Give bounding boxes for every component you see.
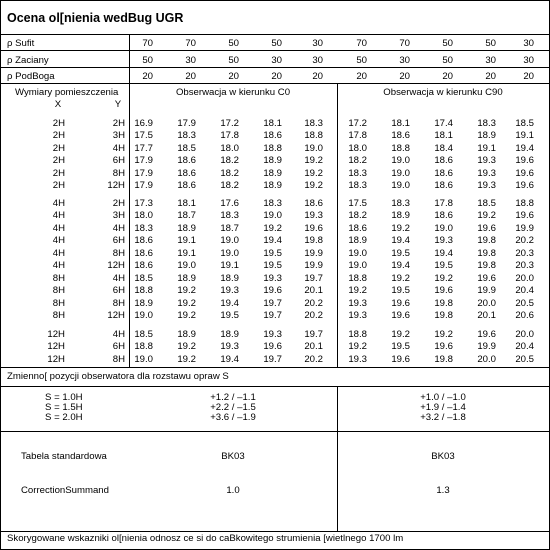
ugr-value-c90: 19.4: [434, 247, 453, 259]
ugr-value-c0: 17.8: [220, 130, 239, 142]
ugr-value-c90: 18.6: [391, 130, 410, 142]
ugr-value-c0: 19.3: [263, 329, 282, 340]
ugr-value-c0: 19.6: [263, 341, 282, 353]
reflectance-value: 50: [485, 38, 496, 49]
ugr-value-c0: 19.4: [220, 353, 239, 365]
ugr-value-c90: 19.6: [477, 329, 496, 340]
ugr-value-c90: 19.4: [391, 235, 410, 247]
ugr-value-c0: 19.2: [304, 155, 323, 167]
ugr-value-c90: 19.8: [434, 310, 453, 322]
row-dim-x: 4H: [52, 210, 65, 222]
reflectance-label: ρ Zaciany: [7, 55, 49, 66]
ugr-value-c90: 19.2: [391, 222, 410, 234]
ugr-value-c0: 18.3: [134, 222, 153, 234]
ugr-value-c0: 18.0: [220, 142, 239, 154]
ugr-value-c0: 19.2: [177, 353, 196, 365]
ugr-value-c0: 18.5: [134, 273, 153, 284]
ugr-value-c90: 17.4: [434, 118, 453, 129]
ugr-value-c90: 18.2: [348, 155, 367, 167]
dims-header-y: Y: [114, 99, 122, 110]
reflectance-value: 30: [399, 55, 410, 66]
ugr-value-c0: 18.6: [134, 247, 153, 259]
ugr-value-c0: 19.6: [304, 222, 323, 234]
ugr-value-c0: 18.5: [177, 142, 196, 154]
ugr-value-c0: 17.9: [177, 118, 196, 129]
ugr-value-c90: 20.0: [515, 329, 534, 340]
ugr-value-c90: 18.0: [348, 142, 367, 154]
dims-header-label: Wymiary pomieszczenia: [15, 87, 119, 98]
ugr-value-c90: 20.4: [515, 285, 534, 297]
ugr-value-c0: 18.9: [177, 222, 196, 234]
ugr-value-c0: 19.3: [220, 341, 239, 353]
horizontal-rule: [1, 83, 549, 84]
ugr-value-c90: 19.5: [434, 260, 453, 271]
ugr-value-c0: 19.5: [263, 247, 282, 259]
ugr-value-c90: 17.8: [434, 198, 453, 209]
ugr-value-c0: 18.6: [177, 180, 196, 191]
ugr-value-c0: 18.9: [220, 273, 239, 284]
ugr-value-c90: 19.0: [391, 180, 410, 191]
reflectance-value: 20: [185, 71, 196, 82]
row-dim-y: 12H: [107, 260, 125, 271]
ugr-value-c0: 19.7: [263, 297, 282, 309]
ugr-value-c0: 19.5: [220, 310, 239, 322]
ugr-value-c0: 19.5: [263, 260, 282, 271]
ugr-value-c90: 19.8: [477, 235, 496, 247]
row-dim-x: 2H: [52, 155, 65, 167]
ugr-value-c90: 18.1: [391, 118, 410, 129]
ugr-value-c90: 18.9: [391, 210, 410, 222]
ugr-value-c90: 19.6: [515, 180, 534, 191]
ugr-value-c0: 18.6: [177, 167, 196, 179]
ugr-value-c90: 19.2: [477, 210, 496, 222]
ugr-value-c0: 18.7: [177, 210, 196, 222]
ugr-value-c90: 20.1: [477, 310, 496, 322]
ugr-value-c0: 19.0: [220, 235, 239, 247]
row-dim-x: 2H: [52, 118, 65, 129]
ugr-value-c0: 17.7: [134, 142, 153, 154]
footer-note: Skorygowane wskazniki ol[nienia odnosz ce si do caBkowitego strumienia [wietlnego 1700 lm: [7, 533, 404, 544]
row-dim-y: 4H: [112, 142, 125, 154]
ugr-value-c90: 19.3: [477, 180, 496, 191]
ugr-value-c0: 18.9: [263, 180, 282, 191]
ugr-value-c0: 18.3: [304, 118, 323, 129]
ugr-value-c90: 18.6: [434, 167, 453, 179]
reflectance-value: 50: [142, 55, 153, 66]
ugr-value-c90: 18.3: [477, 118, 496, 129]
ugr-value-c0: 19.2: [177, 310, 196, 322]
ugr-value-c90: 20.5: [515, 353, 534, 365]
ugr-value-c90: 19.2: [391, 329, 410, 340]
ugr-value-c0: 18.0: [134, 210, 153, 222]
reflectance-value: 20: [523, 71, 534, 82]
variation-c0: +3.6 / –1.9: [210, 412, 256, 423]
row-dim-y: 6H: [112, 285, 125, 297]
ugr-value-c0: 18.6: [134, 260, 153, 271]
ugr-value-c0: 20.2: [304, 310, 323, 322]
horizontal-rule: [1, 431, 549, 432]
ugr-value-c0: 18.1: [263, 118, 282, 129]
ugr-value-c0: 19.7: [304, 273, 323, 284]
row-dim-y: 12H: [107, 180, 125, 191]
ugr-value-c0: 19.3: [304, 210, 323, 222]
ugr-value-c0: 18.2: [220, 155, 239, 167]
ugr-value-c0: 19.7: [263, 353, 282, 365]
ugr-value-c90: 19.8: [477, 247, 496, 259]
ugr-value-c90: 20.3: [515, 260, 534, 271]
ugr-value-c0: 17.9: [134, 155, 153, 167]
ugr-value-c0: 18.9: [177, 273, 196, 284]
ugr-value-c0: 18.8: [304, 130, 323, 142]
ugr-value-c0: 17.9: [134, 167, 153, 179]
row-dim-y: 2H: [112, 118, 125, 129]
reflectance-value: 20: [399, 71, 410, 82]
obs-c0-header: Obserwacja w kierunku C0: [175, 87, 291, 98]
ugr-value-c90: 20.5: [515, 297, 534, 309]
ugr-value-c90: 18.3: [348, 167, 367, 179]
correction-c0: 1.0: [226, 485, 240, 496]
ugr-value-c90: 17.5: [348, 198, 367, 209]
ugr-value-c0: 19.2: [177, 297, 196, 309]
reflectance-value: 30: [185, 55, 196, 66]
ugr-value-c0: 19.8: [304, 235, 323, 247]
ugr-value-c0: 18.6: [134, 235, 153, 247]
row-dim-y: 4H: [112, 329, 125, 340]
ugr-value-c90: 19.5: [391, 341, 410, 353]
variation-c0: +2.2 / –1.5: [210, 402, 256, 413]
reflectance-value: 20: [485, 71, 496, 82]
ugr-value-c0: 19.3: [263, 273, 282, 284]
ugr-value-c90: 18.6: [434, 180, 453, 191]
ugr-value-c90: 19.3: [348, 310, 367, 322]
row-dim-x: 4H: [52, 260, 65, 271]
reflectance-value: 30: [312, 55, 323, 66]
ugr-value-c0: 18.6: [304, 198, 323, 209]
ugr-value-c90: 19.9: [515, 222, 534, 234]
ugr-value-c0: 19.1: [177, 247, 196, 259]
reflectance-value: 30: [523, 38, 534, 49]
horizontal-rule: [1, 367, 549, 368]
ugr-value-c0: 17.6: [220, 198, 239, 209]
ugr-value-c0: 19.7: [304, 329, 323, 340]
ugr-value-c90: 19.2: [348, 285, 367, 297]
ugr-value-c0: 18.3: [220, 210, 239, 222]
row-dim-y: 6H: [112, 341, 125, 353]
ugr-value-c90: 18.5: [515, 118, 534, 129]
reflectance-value: 20: [271, 71, 282, 82]
ugr-value-c90: 19.3: [348, 297, 367, 309]
ugr-value-c90: 19.5: [391, 247, 410, 259]
reflectance-value: 20: [356, 71, 367, 82]
reflectance-label: ρ Sufit: [7, 38, 35, 49]
row-dim-y: 8H: [112, 247, 125, 259]
horizontal-rule: [1, 531, 549, 532]
ugr-value-c90: 20.0: [477, 353, 496, 365]
ugr-value-c90: 19.2: [391, 273, 410, 284]
row-dim-x: 12H: [47, 353, 65, 365]
reflectance-value: 50: [442, 55, 453, 66]
ugr-value-c0: 18.7: [220, 222, 239, 234]
reflectance-value: 70: [356, 38, 367, 49]
row-dim-x: 2H: [52, 142, 65, 154]
ugr-value-c0: 19.2: [177, 341, 196, 353]
ugr-value-c90: 18.6: [348, 222, 367, 234]
ugr-value-c0: 18.2: [220, 167, 239, 179]
ugr-value-c90: 19.2: [348, 341, 367, 353]
ugr-value-c90: 19.2: [434, 273, 453, 284]
ugr-value-c90: 19.8: [434, 297, 453, 309]
ugr-value-c0: 18.9: [177, 329, 196, 340]
variation-title: Zmienno[ pozycji obserwatora dla rozstawu opraw S: [7, 371, 229, 382]
ugr-value-c90: 20.0: [477, 297, 496, 309]
ugr-value-c90: 19.2: [434, 329, 453, 340]
reflectance-value: 50: [356, 55, 367, 66]
ugr-value-c90: 18.6: [434, 155, 453, 167]
standard-table-c0: BK03: [221, 451, 245, 462]
spacing-label: S = 1.0H: [45, 392, 83, 403]
row-dim-y: 3H: [112, 130, 125, 142]
row-dim-y: 8H: [112, 167, 125, 179]
ugr-value-c0: 18.9: [134, 297, 153, 309]
row-dim-x: 4H: [52, 222, 65, 234]
ugr-value-c0: 19.3: [220, 285, 239, 297]
ugr-value-c0: 20.1: [304, 285, 323, 297]
row-dim-x: 8H: [52, 310, 65, 322]
variation-c90: +1.9 / –1.4: [420, 402, 466, 413]
row-dim-x: 4H: [52, 247, 65, 259]
ugr-value-c90: 19.0: [348, 247, 367, 259]
horizontal-rule: [1, 386, 549, 387]
reflectance-value: 70: [185, 38, 196, 49]
ugr-value-c0: 20.2: [304, 297, 323, 309]
ugr-value-c90: 19.4: [515, 142, 534, 154]
ugr-value-c90: 19.1: [515, 130, 534, 142]
standard-table-label: Tabela standardowa: [21, 451, 107, 462]
row-dim-x: 4H: [52, 198, 65, 209]
page-title: Ocena ol[nienia wedBug UGR: [7, 11, 184, 25]
ugr-value-c0: 19.2: [304, 180, 323, 191]
ugr-value-c90: 18.8: [348, 273, 367, 284]
row-dim-x: 12H: [47, 329, 65, 340]
ugr-value-c0: 19.9: [304, 260, 323, 271]
row-dim-x: 8H: [52, 285, 65, 297]
ugr-value-c0: 19.2: [304, 167, 323, 179]
ugr-value-c90: 18.4: [434, 142, 453, 154]
row-dim-x: 4H: [52, 235, 65, 247]
ugr-value-c90: 18.8: [515, 198, 534, 209]
ugr-value-c90: 19.6: [391, 297, 410, 309]
ugr-value-c90: 19.8: [477, 260, 496, 271]
ugr-value-c90: 18.6: [434, 210, 453, 222]
reflectance-value: 20: [312, 71, 323, 82]
ugr-value-c0: 19.2: [177, 285, 196, 297]
row-dim-y: 6H: [112, 155, 125, 167]
ugr-value-c90: 19.6: [515, 167, 534, 179]
row-dim-y: 4H: [112, 222, 125, 234]
ugr-value-c0: 18.9: [263, 155, 282, 167]
spacing-label: S = 1.5H: [45, 402, 83, 413]
reflectance-value: 70: [399, 38, 410, 49]
ugr-value-c90: 17.8: [348, 130, 367, 142]
ugr-value-c90: 19.0: [391, 167, 410, 179]
ugr-value-c90: 20.4: [515, 341, 534, 353]
row-dim-y: 8H: [112, 297, 125, 309]
obs-c90-header: Obserwacja w kierunku C90: [383, 87, 503, 98]
ugr-value-c90: 20.3: [515, 247, 534, 259]
horizontal-rule: [1, 34, 549, 35]
ugr-value-c0: 16.9: [134, 118, 153, 129]
ugr-value-c0: 19.4: [263, 235, 282, 247]
ugr-value-c0: 18.3: [263, 198, 282, 209]
reflectance-value: 50: [228, 38, 239, 49]
row-dim-y: 6H: [112, 235, 125, 247]
ugr-value-c90: 19.3: [477, 167, 496, 179]
ugr-value-c90: 18.3: [391, 198, 410, 209]
ugr-value-c0: 19.7: [263, 310, 282, 322]
ugr-value-c90: 18.8: [348, 329, 367, 340]
row-dim-x: 2H: [52, 167, 65, 179]
ugr-value-c0: 19.4: [220, 297, 239, 309]
ugr-value-c0: 19.0: [220, 247, 239, 259]
row-dim-y: 12H: [107, 310, 125, 322]
ugr-value-c90: 20.2: [515, 235, 534, 247]
correction-c90: 1.3: [436, 485, 450, 496]
ugr-value-c90: 18.1: [434, 130, 453, 142]
spacing-label: S = 2.0H: [45, 412, 83, 423]
reflectance-value: 20: [228, 71, 239, 82]
ugr-value-c0: 18.9: [263, 167, 282, 179]
ugr-value-c90: 17.2: [348, 118, 367, 129]
ugr-value-c90: 18.2: [348, 210, 367, 222]
ugr-value-c90: 19.6: [515, 210, 534, 222]
ugr-value-c0: 19.0: [177, 260, 196, 271]
ugr-value-c0: 18.8: [263, 142, 282, 154]
ugr-value-c0: 19.6: [263, 285, 282, 297]
ugr-value-c90: 19.9: [477, 285, 496, 297]
row-dim-x: 2H: [52, 130, 65, 142]
row-dim-x: 8H: [52, 273, 65, 284]
standard-table-c90: BK03: [431, 451, 455, 462]
ugr-value-c90: 19.0: [434, 222, 453, 234]
ugr-value-c90: 19.6: [391, 310, 410, 322]
row-dim-y: 8H: [112, 353, 125, 365]
row-dim-y: 3H: [112, 210, 125, 222]
ugr-value-c0: 19.2: [263, 222, 282, 234]
row-dim-x: 8H: [52, 297, 65, 309]
ugr-value-c0: 17.3: [134, 198, 153, 209]
variation-c90: +1.0 / –1.0: [420, 392, 466, 403]
ugr-value-c0: 19.1: [220, 260, 239, 271]
ugr-value-c90: 19.5: [391, 285, 410, 297]
ugr-value-c90: 19.3: [477, 155, 496, 167]
ugr-value-c0: 17.2: [220, 118, 239, 129]
ugr-value-c0: 19.0: [134, 310, 153, 322]
dims-header-x: X: [54, 99, 62, 110]
ugr-value-c0: 19.0: [134, 353, 153, 365]
row-dim-x: 12H: [47, 341, 65, 353]
reflectance-value: 70: [142, 38, 153, 49]
row-dim-x: 2H: [52, 180, 65, 191]
ugr-value-c90: 19.3: [434, 235, 453, 247]
ugr-value-c90: 19.6: [434, 341, 453, 353]
reflectance-value: 50: [271, 38, 282, 49]
ugr-value-c0: 18.1: [177, 198, 196, 209]
ugr-value-c90: 18.9: [477, 130, 496, 142]
ugr-value-c90: 18.5: [477, 198, 496, 209]
ugr-value-c0: 19.9: [304, 247, 323, 259]
reflectance-value: 50: [228, 55, 239, 66]
reflectance-value: 30: [271, 55, 282, 66]
reflectance-value: 50: [442, 38, 453, 49]
ugr-value-c0: 17.5: [134, 130, 153, 142]
reflectance-value: 30: [312, 38, 323, 49]
ugr-value-c90: 19.4: [391, 260, 410, 271]
ugr-value-c0: 20.1: [304, 341, 323, 353]
reflectance-value: 20: [142, 71, 153, 82]
ugr-value-c90: 19.6: [391, 353, 410, 365]
ugr-value-c90: 18.3: [348, 180, 367, 191]
ugr-value-c0: 18.8: [134, 341, 153, 353]
reflectance-value: 30: [485, 55, 496, 66]
row-dim-y: 2H: [112, 198, 125, 209]
ugr-value-c0: 18.9: [220, 329, 239, 340]
ugr-value-c90: 19.0: [391, 155, 410, 167]
ugr-value-c0: 18.6: [177, 155, 196, 167]
ugr-value-c0: 18.6: [263, 130, 282, 142]
ugr-value-c0: 18.3: [177, 130, 196, 142]
variation-c0: +1.2 / –1.1: [210, 392, 256, 403]
ugr-value-c90: 19.6: [434, 285, 453, 297]
ugr-value-c90: 18.8: [391, 142, 410, 154]
ugr-value-c90: 19.0: [348, 260, 367, 271]
ugr-value-c90: 19.3: [348, 353, 367, 365]
reflectance-label: ρ PodBoga: [7, 71, 55, 82]
row-dim-y: 4H: [112, 273, 125, 284]
horizontal-rule: [1, 67, 549, 68]
correction-label: CorrectionSummand: [21, 485, 109, 496]
horizontal-rule: [1, 50, 549, 51]
ugr-value-c90: 20.6: [515, 310, 534, 322]
ugr-value-c90: 19.1: [477, 142, 496, 154]
ugr-value-c0: 18.5: [134, 329, 153, 340]
ugr-value-c0: 19.1: [177, 235, 196, 247]
ugr-value-c90: 19.8: [434, 353, 453, 365]
ugr-value-c90: 20.0: [515, 273, 534, 284]
ugr-value-c0: 19.0: [304, 142, 323, 154]
ugr-value-c0: 18.2: [220, 180, 239, 191]
ugr-value-c90: 19.6: [515, 155, 534, 167]
ugr-value-c90: 19.6: [477, 273, 496, 284]
variation-c90: +3.2 / –1.8: [420, 412, 466, 423]
ugr-value-c0: 18.8: [134, 285, 153, 297]
ugr-value-c90: 19.9: [477, 341, 496, 353]
ugr-value-c0: 17.9: [134, 180, 153, 191]
reflectance-value: 30: [523, 55, 534, 66]
ugr-value-c0: 20.2: [304, 353, 323, 365]
ugr-value-c90: 18.9: [348, 235, 367, 247]
reflectance-value: 20: [442, 71, 453, 82]
ugr-value-c90: 19.6: [477, 222, 496, 234]
ugr-value-c0: 19.0: [263, 210, 282, 222]
